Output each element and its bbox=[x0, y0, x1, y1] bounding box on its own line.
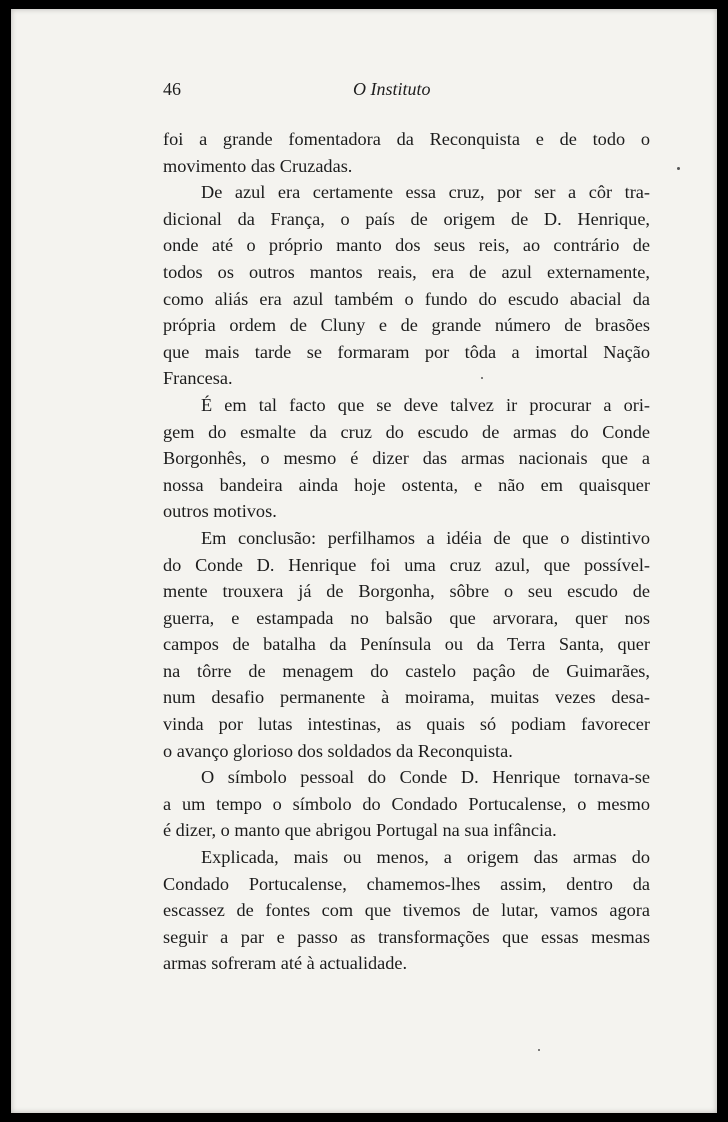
text-line: do Conde D. Henrique foi uma cruz azul, que possível- bbox=[163, 554, 650, 575]
text-line: onde até o próprio manto dos seus reis, ao contrário de bbox=[163, 235, 650, 256]
text-line: o avanço glorioso dos soldados da Reconquista. bbox=[163, 740, 513, 761]
paper-speck bbox=[538, 1049, 540, 1051]
text-line: O símbolo pessoal do Conde D. Henrique tornava-se bbox=[201, 767, 650, 788]
text-line: campos de batalha da Península ou da Terra Santa, quer bbox=[163, 634, 650, 655]
paragraph bbox=[163, 844, 650, 977]
running-title: O Instituto bbox=[353, 79, 431, 99]
text-line: na tôrre de menagem do castelo paçâo de Guimarães, bbox=[163, 660, 650, 681]
page-number: 46 bbox=[163, 79, 181, 99]
text-line: dicional da França, o país de origem de D. Henrique, bbox=[163, 208, 650, 229]
text-line: Condado Portucalense, chamemos-lhes assim, dentro da bbox=[163, 873, 650, 894]
text-line: todos os outros mantos reais, era de azul externamente, bbox=[163, 261, 650, 282]
paper-speck bbox=[677, 167, 680, 170]
body-text bbox=[163, 126, 650, 977]
text-line: guerra, e estampada no balsão que arvorara, quer nos bbox=[163, 607, 650, 628]
text-line: Explicada, mais ou menos, a origem das armas do bbox=[201, 847, 650, 868]
text-line: vinda por lutas intestinas, as quais só podiam favorecer bbox=[163, 714, 650, 735]
text-line: armas sofreram até à actualidade. bbox=[163, 953, 408, 974]
text-line: Francesa. bbox=[163, 368, 233, 389]
paragraph bbox=[163, 525, 650, 764]
text-line: nossa bandeira ainda hoje ostenta, e não em quaisquer bbox=[163, 474, 650, 495]
paragraph bbox=[163, 126, 650, 179]
page-header bbox=[163, 79, 650, 107]
text-line: mente trouxera já de Borgonha, sôbre o seu escudo de bbox=[163, 581, 650, 602]
text-line: que mais tarde se formaram por tôda a imortal Nação bbox=[163, 341, 650, 362]
text-line: Em conclusão: perfilhamos a idéia de que o distintivo bbox=[201, 527, 650, 548]
text-line: seguir a par e passo as transformações que essas mesmas bbox=[163, 926, 650, 947]
text-line: movimento das Cruzadas. bbox=[163, 155, 353, 176]
text-line: como aliás era azul também o fundo do escudo abacial da bbox=[163, 288, 650, 309]
text-line: foi a grande fomentadora da Reconquista e de todo o bbox=[163, 129, 650, 149]
text-line: gem do esmalte da cruz do escudo de armas do Conde bbox=[163, 421, 650, 442]
text-line: outros motivos. bbox=[163, 501, 277, 522]
book-page bbox=[11, 9, 717, 1113]
paragraph bbox=[163, 392, 650, 525]
text-line: escassez de fontes com que tivemos de lutar, vamos agora bbox=[163, 900, 650, 921]
text-line: a um tempo o símbolo do Condado Portucalense, o mesmo bbox=[163, 793, 650, 814]
text-line: num desafio permanente à moirama, muitas vezes desa- bbox=[163, 687, 650, 708]
text-line: É em tal facto que se deve talvez ir procurar a ori- bbox=[201, 394, 650, 415]
text-line: é dizer, o manto que abrigou Portugal na sua infância. bbox=[163, 820, 557, 841]
text-line: Borgonhês, o mesmo é dizer das armas nacionais que a bbox=[163, 448, 650, 469]
paragraph bbox=[163, 764, 650, 844]
paragraph bbox=[163, 179, 650, 392]
text-line: própria ordem de Cluny e de grande número de brasões bbox=[163, 315, 650, 336]
text-line: De azul era certamente essa cruz, por ser a côr tra- bbox=[201, 182, 650, 203]
paper-speck bbox=[481, 377, 483, 379]
